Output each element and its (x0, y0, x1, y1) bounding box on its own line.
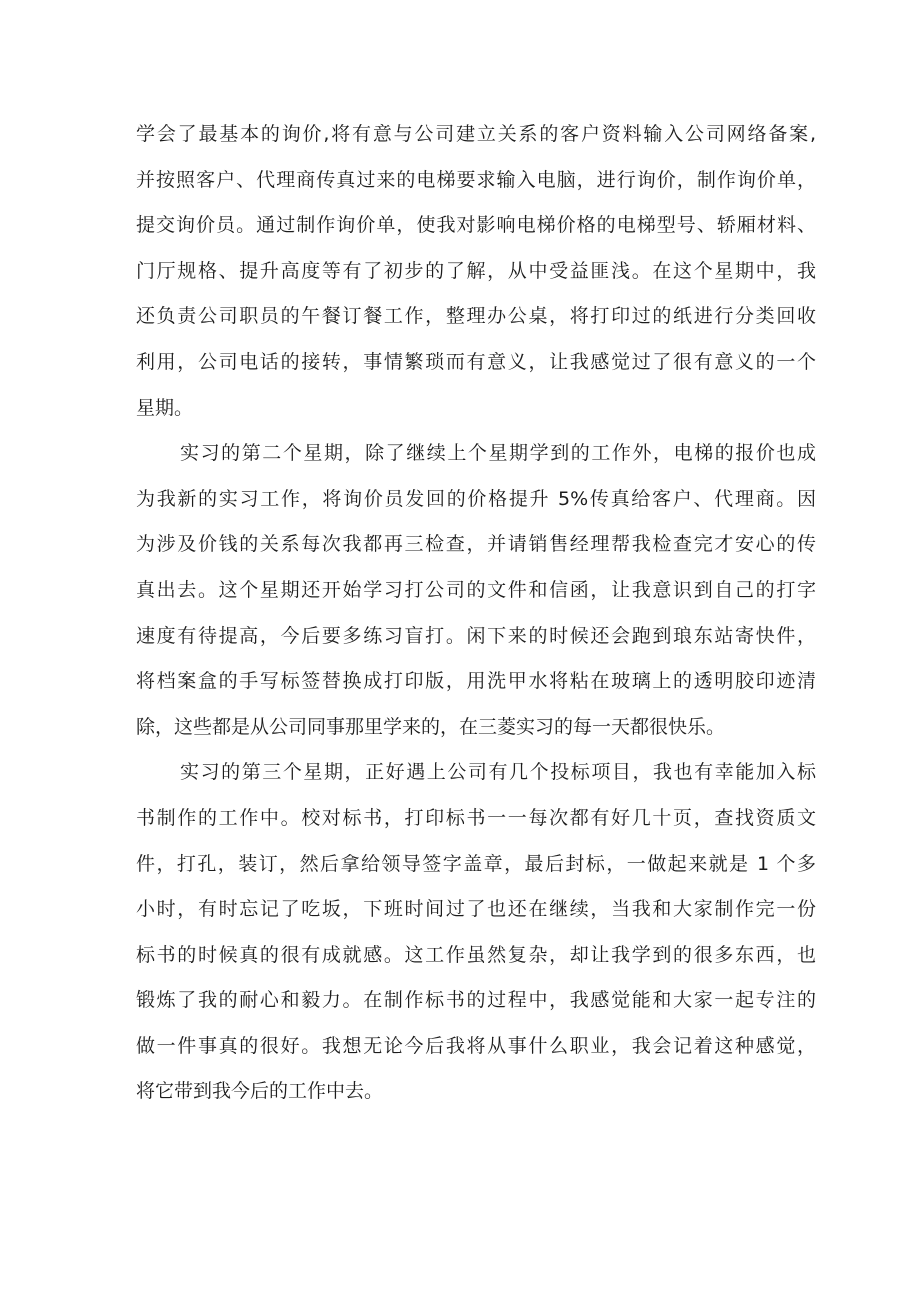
text-line: 实习的第三个星期，正好遇上公司有几个投标项目，我也有幸能加入标 (180, 761, 816, 784)
text-line: 将它带到我今后的工作中去。 (136, 1080, 384, 1103)
paragraph-week-three (136, 750, 816, 1115)
text-line: 实习的第二个星期，除了继续上个星期学到的工作外，电梯的报价也成 (180, 442, 816, 465)
text-line: 并按照客户、代理商传真过来的电梯要求输入电脑，进行询价，制作询价单， (136, 168, 816, 191)
text-line: 锻炼了我的耐心和毅力。在制作标书的过程中，我感觉能和大家一起专注的 (136, 989, 816, 1012)
text-line: 小时，有时忘记了吃坂，下班时间过了也还在继续，当我和大家制作完一份 (136, 898, 816, 921)
text-line: 为我新的实习工作，将询价员发回的价格提升 5%传真给客户、代理商。因 (136, 487, 816, 510)
text-line: 标书的时候真的很有成就感。这工作虽然复杂，却让我学到的很多东西，也 (136, 943, 816, 966)
text-line: 速度有待提高，今后要多练习盲打。闲下来的时候还会跑到琅东站寄快件， (136, 624, 816, 647)
text-line: 利用，公司电话的接转，事情繁琐而有意义，让我感觉过了很有意义的一个 (136, 350, 816, 373)
document-body (136, 112, 816, 1115)
text-line: 门厅规格、提升高度等有了初步的了解，从中受益匪浅。在这个星期中，我 (136, 259, 816, 282)
text-line: 书制作的工作中。校对标书，打印标书一一每次都有好几十页，查找资质文 (136, 806, 816, 829)
text-line: 学会了最基本的询价,将有意与公司建立关系的客户资料输入公司网络备案, (136, 123, 816, 145)
text-line: 除，这些都是从公司同事那里学来的，在三菱实习的每一天都很快乐。 (136, 715, 726, 738)
text-line: 提交询价员。通过制作询价单，使我对影响电梯价格的电梯型号、轿厢材料、 (136, 214, 816, 237)
paragraph-week-two (136, 431, 816, 750)
text-line: 件，打孔，装订，然后拿给领导签字盖章，最后封标，一做起来就是 1 个多 (136, 852, 816, 875)
paragraph-week-one (136, 112, 816, 431)
text-line: 星期。 (136, 396, 194, 419)
text-line: 为涉及价钱的关系每次我都再三检查，并请销售经理帮我检查完才安心的传 (136, 533, 816, 556)
text-line: 真出去。这个星期还开始学习打公司的文件和信函，让我意识到自己的打字 (136, 578, 816, 601)
text-line: 将档案盒的手写标签替换成打印版，用洗甲水将粘在玻璃上的透明胶印迹清 (136, 670, 816, 693)
text-line: 还负责公司职员的午餐订餐工作，整理办公桌，将打印过的纸进行分类回收 (136, 305, 816, 328)
text-line: 做一件事真的很好。我想无论今后我将从事什么职业，我会记着这种感觉， (136, 1034, 816, 1057)
